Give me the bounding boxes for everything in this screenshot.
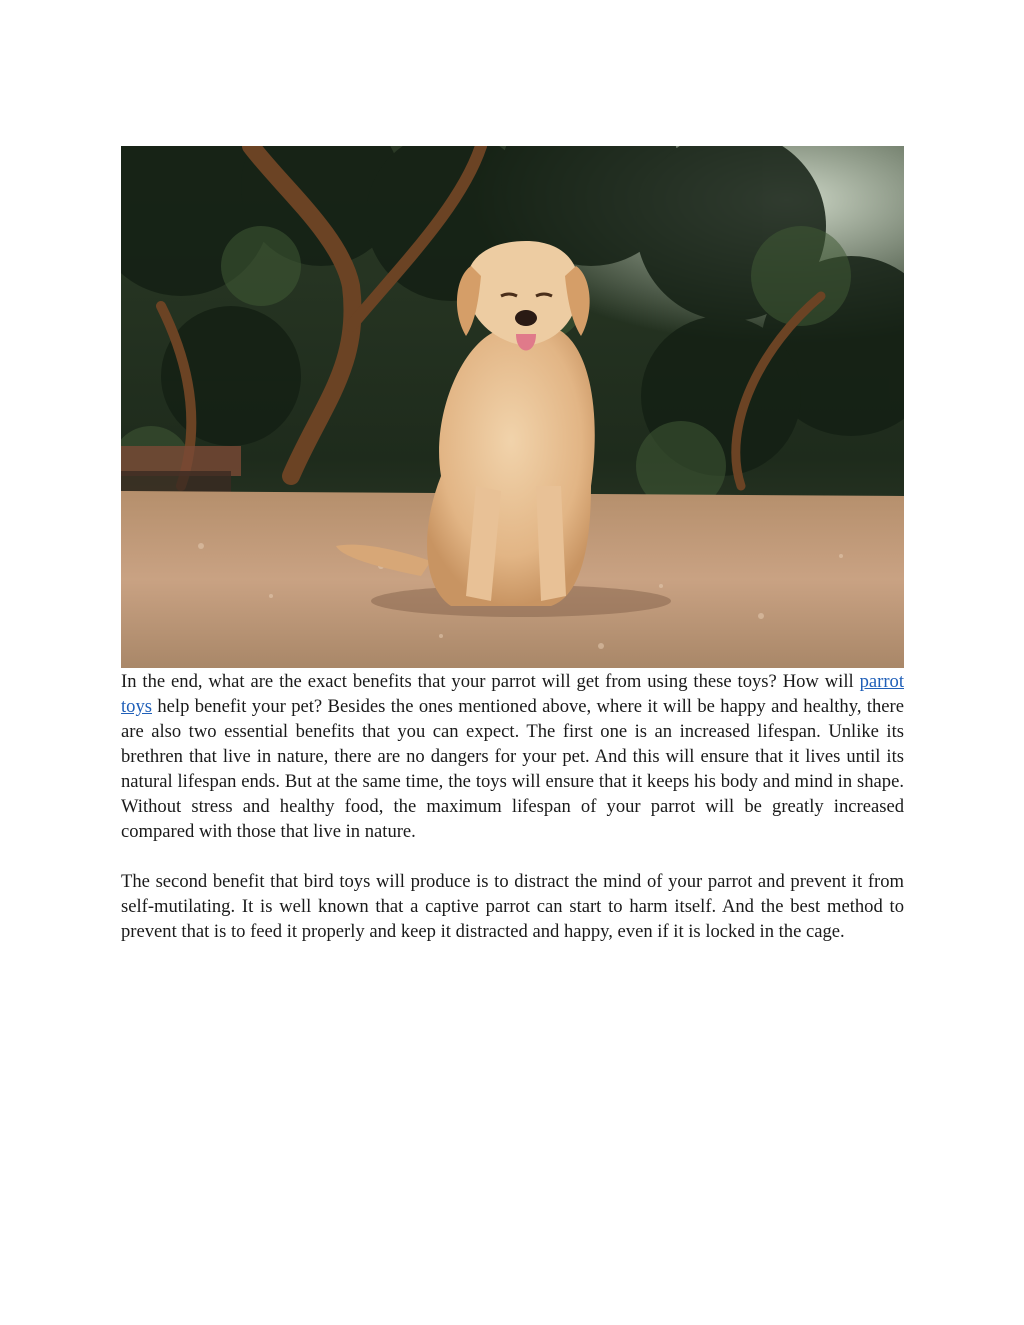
paragraph-benefits-distraction: The second benefit that bird toys will produce is to distract the mind of your parrot and prevent it from self-mutilating. It is well known that a captive parrot can start to harm itself. And the best method to prevent that is to feed it properly and keep it distracted and happy, even if it is locked in the cage.: [121, 871, 904, 942]
paragraph-1-lead: In the end, what are the exact benefits that your parrot will get from using these toys? How will: [121, 671, 860, 692]
paragraph-benefits-lifespan: [121, 669, 904, 844]
paragraph-1-rest: help benefit your pet? Besides the ones mentioned above, where it will be happy and healthy, there are also two essential benefits that you can expect. The first one is an increased lifespan. Unlike its brethren that live in nature, there are no dangers for your pet. And this will ensure that it lives until its natural lifespan ends. But at the same time, the toys will ensure that it keeps his body and mind in shape. Without stress and healthy food, the maximum lifespan of your parrot will be greatly increased compared with those that live in nature.: [121, 696, 904, 842]
golden-retriever-photo: [121, 146, 904, 668]
parrot-toys-link[interactable]: parrot toys: [121, 671, 904, 717]
document-page: [121, 146, 904, 944]
